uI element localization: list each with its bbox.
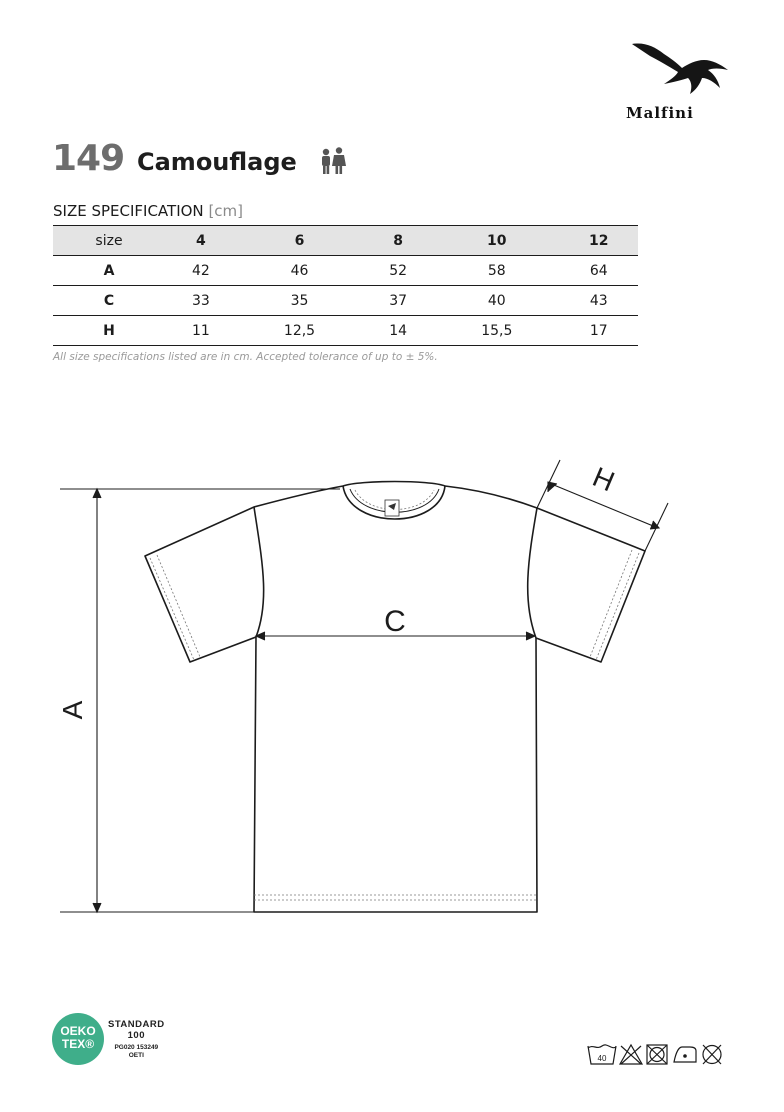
no-dry-clean-icon bbox=[703, 1045, 721, 1064]
wash-temp: 40 bbox=[597, 1054, 607, 1063]
label-c: C bbox=[384, 605, 406, 638]
table-cell: 40 bbox=[434, 286, 560, 316]
care-symbols bbox=[587, 1042, 737, 1068]
kids-icon bbox=[318, 146, 348, 180]
size-header: 4 bbox=[165, 226, 237, 256]
table-cell: 15,5 bbox=[434, 316, 560, 346]
label-a: A bbox=[57, 700, 88, 720]
oeko-standard: STANDARD bbox=[108, 1019, 165, 1030]
tshirt-diagram bbox=[0, 440, 784, 930]
table-row bbox=[53, 256, 638, 286]
table-cell: 14 bbox=[362, 316, 434, 346]
spec-heading bbox=[53, 202, 243, 220]
oeko-code: PG020 153249 bbox=[114, 1044, 159, 1051]
table-cell: 46 bbox=[237, 256, 363, 286]
oeko-line1: OEKO bbox=[60, 1024, 96, 1038]
brand-logo bbox=[616, 38, 740, 128]
row-label: A bbox=[53, 256, 165, 286]
table-header-row bbox=[53, 226, 638, 256]
table-row bbox=[53, 316, 638, 346]
table-cell: 12,5 bbox=[237, 316, 363, 346]
table-cell: 35 bbox=[237, 286, 363, 316]
product-name: Camouflage bbox=[137, 148, 297, 176]
size-header: 12 bbox=[560, 226, 638, 256]
table-cell: 58 bbox=[434, 256, 560, 286]
table-cell: 33 bbox=[165, 286, 237, 316]
tolerance-note: All size specifications listed are in cm. Accepted tolerance of up to ± 5%. bbox=[53, 351, 438, 363]
no-bleach-icon bbox=[620, 1045, 642, 1064]
size-header: 8 bbox=[362, 226, 434, 256]
spec-heading-text: SIZE SPECIFICATION bbox=[53, 202, 204, 220]
oeko-standard-number: 100 bbox=[127, 1030, 145, 1041]
table-cell: 37 bbox=[362, 286, 434, 316]
eagle-icon bbox=[624, 38, 734, 98]
row-label: C bbox=[53, 286, 165, 316]
size-table bbox=[53, 225, 638, 346]
table-cell: 43 bbox=[560, 286, 638, 316]
iron-low-icon bbox=[674, 1047, 696, 1062]
row-label: H bbox=[53, 316, 165, 346]
spec-unit: [cm] bbox=[208, 202, 244, 220]
table-cell: 64 bbox=[560, 256, 638, 286]
size-header: 10 bbox=[434, 226, 560, 256]
table-cell: 17 bbox=[560, 316, 638, 346]
label-h: H bbox=[588, 461, 620, 498]
tshirt-outline bbox=[145, 486, 645, 912]
size-header: 6 bbox=[237, 226, 363, 256]
no-tumble-dry-icon bbox=[647, 1045, 667, 1064]
table-cell: 52 bbox=[362, 256, 434, 286]
oeko-line2: TEX® bbox=[61, 1037, 95, 1051]
oeko-tex-badge bbox=[52, 1013, 104, 1065]
oeko-tex-details bbox=[108, 1019, 165, 1060]
dimension-a bbox=[60, 489, 340, 912]
brand-name: Malfini bbox=[626, 104, 694, 122]
table-row bbox=[53, 286, 638, 316]
table-cell: 11 bbox=[165, 316, 237, 346]
header-label: size bbox=[53, 226, 165, 256]
table-cell: 42 bbox=[165, 256, 237, 286]
product-number: 149 bbox=[52, 138, 125, 179]
oeko-institute: OETI bbox=[128, 1052, 144, 1059]
